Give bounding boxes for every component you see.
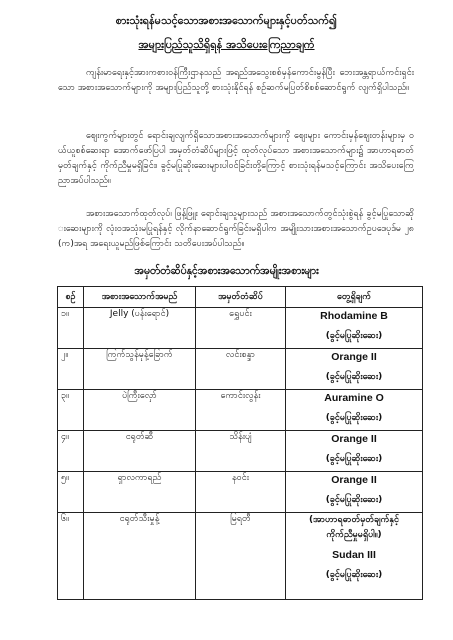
header-finding: တွေ့ရှိချက်	[286, 287, 423, 308]
finding-cell	[286, 513, 423, 600]
table-row	[58, 431, 423, 472]
header-brand: အမှတ်တံဆိပ်	[196, 287, 286, 308]
document-subtitle-text: အများပြည်သူသိရှိရန် အသိပေးကြေညာချက်	[138, 38, 315, 51]
document-title: စားသုံးရန်မသင့်သောအစားအသောက်များနှင့်ပတ်သက်၍	[115, 14, 338, 27]
food-name: ရှာလကာရည်	[84, 472, 196, 513]
chemical-name: Sudan III	[332, 549, 376, 561]
table-title: အမှတ်တံဆိပ်နှင့်အစားအသောက်အမျိုးအစားများ	[134, 265, 319, 277]
paragraph-findings: ဈေးကွက်များတွင် ရောင်းချလျက်ရှိသောအစားအသောက်များကို ဈေးများ ကောင်းမှန်ဈေးတန်းများမှ ဝယ်ယူစစ်ဆေးရာ အောက်ဖော်ပြပါ အမှတ်တံဆိပ်များဖြင့် ထုတ်လုပ်သော အစားအသောက်များ၌ အာဟာရဓာတ်မှတ်ချက်နှင့် ကိုက်ညီမှုမရှိခြင်း၊ ခွင့်မပြုဆိုးဆေးများပါဝင်ခြင်းတို့ကြောင့် စားသုံးရန်မသင့်ကြောင်း အသိပေးကြေညာအပ်ပါသည်။	[58, 131, 414, 186]
brand-name: ရွှေပင်း	[196, 308, 286, 349]
chemical-name: Rhodamine B	[320, 310, 388, 322]
table-header-row	[58, 287, 423, 308]
food-name: ပဲကြီးလှော်	[84, 390, 196, 431]
chemical-name: Auramine O	[324, 392, 384, 404]
food-name: Jelly (ပန်းရောင်)	[84, 308, 196, 349]
table-row	[58, 513, 423, 600]
document-subtitle	[0, 38, 453, 52]
row-number: ၆။	[58, 513, 84, 600]
finding-cell	[286, 308, 423, 349]
finding-cell	[286, 472, 423, 513]
brand-name: မြရတီ	[196, 513, 286, 600]
ban-status: (ခွင့်မပြုဆိုးဆေး)	[325, 495, 383, 505]
ban-status: (ခွင့်မပြုဆိုးဆေး)	[325, 454, 383, 464]
nutrition-note-line2: ကိုက်ညီမှုမရှိပါ။)	[326, 530, 382, 540]
table-row	[58, 390, 423, 431]
row-number: ၄။	[58, 431, 84, 472]
row-number: ၅။	[58, 472, 84, 513]
row-number: ၁။	[58, 308, 84, 349]
brand-name: နဝင်း	[196, 472, 286, 513]
finding-cell	[286, 431, 423, 472]
chemical-name: Orange II	[331, 474, 377, 486]
food-name: ကြက်သွန်မုန့်ခြောက်	[84, 349, 196, 390]
row-number: ၃။	[58, 390, 84, 431]
food-name: ငရုတ်ဆီ	[84, 431, 196, 472]
chemical-name: Orange II	[331, 351, 377, 363]
table-row	[58, 472, 423, 513]
table-row	[58, 308, 423, 349]
header-number: စဉ်	[58, 287, 84, 308]
finding-cell	[286, 390, 423, 431]
food-name: ငရုတ်သီးမှုန့်	[84, 513, 196, 600]
brand-table	[57, 286, 423, 600]
ban-status: (ခွင့်မပြုဆိုးဆေး)	[325, 413, 383, 423]
ban-status: (ခွင့်မပြုဆိုးဆေး)	[325, 570, 383, 580]
finding-cell	[286, 349, 423, 390]
paragraph-warning: အစားအသောက်ထုတ်လုပ်၊ ဖြန့်ဖြူး ရောင်းချသူများသည် အစားအသောက်တွင်သုံးစွဲရန် ခွင့်မပြုသောဆိုးဆေးများကို လုံးဝအသုံးမပြုရန်နှင့် လိုက်နာဆောင်ရွက်ခြင်းမရှိပါက အမျိုးသားအစားအသောက်ဥပဒေပုဒ်မ ၂၈(က)အရ အရေးယူမည်ဖြစ်ကြောင်း သတိပေးအပ်ပါသည်။	[58, 209, 414, 249]
ban-status: (ခွင့်မပြုဆိုးဆေး)	[325, 372, 383, 382]
brand-name: ကောင်းလွန်း	[196, 390, 286, 431]
nutrition-note-line1: (အာဟာရဓာတ်မှတ်ချက်နှင့်	[308, 515, 400, 525]
ban-status: (ခွင့်မပြုဆိုးဆေး)	[325, 331, 383, 341]
paragraph-intro: ကျန်းမာရေးနှင့်အားကစားဝန်ကြီးဌာနသည် အရည်အသွေးစစ်မှန်ကောင်းမွန်ပြီး ဘေးအန္တရာယ်ကင်းရှင်းသော အစားအသောက်များကို အများပြည်သူတို့ စားသုံးနိုင်ရန် စဉ်ဆက်မပြတ်စိစစ်ဆောင်ရွက် လျက်ရှိပါသည်။	[58, 68, 414, 93]
brand-name: သိန်းပျံ	[196, 431, 286, 472]
header-food-name: အစားအသောက်အမည်	[84, 287, 196, 308]
row-number: ၂။	[58, 349, 84, 390]
chemical-name: Orange II	[331, 433, 377, 445]
brand-name: လင်းစန္ဒာ	[196, 349, 286, 390]
table-row	[58, 349, 423, 390]
